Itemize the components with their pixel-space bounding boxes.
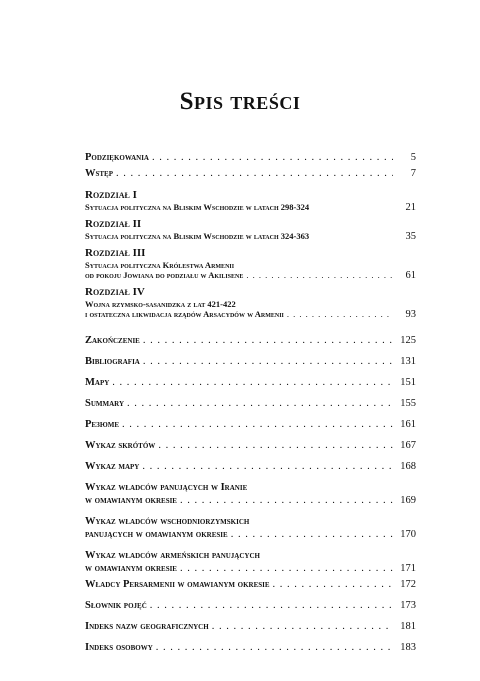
leader-dots bbox=[273, 578, 393, 591]
toc-label: Indeks nazw geograficznych bbox=[85, 621, 209, 632]
toc-entry-indeks-osobowy[interactable] bbox=[85, 641, 416, 654]
toc-page-number: 167 bbox=[400, 440, 416, 451]
toc-page-number: 183 bbox=[400, 642, 416, 653]
chapter-heading: Rozdział IV bbox=[85, 286, 145, 298]
toc-entry-zakonczenie[interactable] bbox=[85, 334, 416, 347]
toc-page-number: 5 bbox=[410, 152, 416, 163]
toc-page-number: 35 bbox=[405, 231, 416, 242]
toc-chapter-1[interactable] bbox=[85, 189, 416, 213]
toc-entry-reziume[interactable] bbox=[85, 418, 416, 431]
toc-label-line-1: Wykaz władców panujących w Iranie bbox=[85, 482, 248, 493]
toc-entry-wykaz-skrotow[interactable] bbox=[85, 439, 416, 452]
toc-entry-bibliografia[interactable] bbox=[85, 355, 416, 368]
leader-dots bbox=[231, 528, 393, 541]
leader-dots bbox=[156, 641, 393, 654]
leader-dots bbox=[287, 309, 393, 319]
leader-dots bbox=[143, 355, 393, 368]
leader-dots bbox=[246, 270, 393, 280]
leader-dots bbox=[152, 151, 393, 164]
leader-dots bbox=[142, 460, 393, 473]
toc-chapter-4[interactable] bbox=[85, 286, 416, 320]
toc-label: Podziękowania bbox=[85, 152, 149, 163]
leader-dots bbox=[127, 397, 393, 410]
chapter-title-line-2: od pokoju Jowiana do podziału w Akilisene bbox=[85, 270, 244, 280]
chapter-title: Sytuacja polityczna na Bliskim Wschodzie w latach 324-363 bbox=[85, 231, 310, 241]
leader-dots bbox=[180, 562, 393, 575]
toc-page-number: 181 bbox=[400, 621, 416, 632]
toc-label: Indeks osobowy bbox=[85, 642, 153, 653]
toc-page-number: 93 bbox=[405, 309, 416, 320]
toc-label: Wykaz mapy bbox=[85, 461, 140, 472]
toc-page-number: 155 bbox=[400, 398, 416, 409]
toc-entry-slownik[interactable] bbox=[85, 599, 416, 612]
toc-chapter-3[interactable] bbox=[85, 247, 416, 281]
toc-page-number: 125 bbox=[400, 335, 416, 346]
toc-entry-wladcy-wschodniorzymscy[interactable] bbox=[85, 515, 416, 541]
chapter-title-line-1: Sytuacja polityczna Królestwa Armenii bbox=[85, 260, 235, 270]
toc-page-number: 170 bbox=[400, 529, 416, 540]
toc-entry-wstep[interactable] bbox=[85, 167, 416, 180]
leader-dots bbox=[150, 599, 393, 612]
toc-label: Władcy Persarmenii w omawianym okresie bbox=[85, 579, 270, 590]
toc-label: Wykaz skrótów bbox=[85, 440, 156, 451]
chapter-heading: Rozdział II bbox=[85, 218, 142, 230]
chapter-title-line-1: Wojna rzymsko-sasanidzka z lat 421-422 bbox=[85, 299, 236, 309]
toc-page-number: 151 bbox=[400, 377, 416, 388]
leader-dots bbox=[143, 334, 393, 347]
toc-entry-summary[interactable] bbox=[85, 397, 416, 410]
toc-label-line-2: panujących w omawianym okresie bbox=[85, 529, 228, 540]
toc-entry-wladcy-armenscy[interactable] bbox=[85, 549, 416, 575]
toc-page-number: 131 bbox=[400, 356, 416, 367]
leader-dots bbox=[158, 439, 393, 452]
toc-label-line-2: w omawianym okresie bbox=[85, 495, 177, 506]
toc-label: Wstęp bbox=[85, 168, 114, 179]
toc-label-line-1: Wykaz władców armeńskich panujących bbox=[85, 550, 260, 561]
table-of-contents bbox=[85, 151, 416, 657]
toc-label: Bibliografia bbox=[85, 356, 140, 367]
chapter-title: Sytuacja polityczna na Bliskim Wschodzie w latach 298-324 bbox=[85, 202, 310, 212]
leader-dots bbox=[122, 418, 393, 431]
leader-dots bbox=[112, 376, 393, 389]
toc-entry-mapy[interactable] bbox=[85, 376, 416, 389]
toc-entry-wykaz-mapy[interactable] bbox=[85, 460, 416, 473]
leader-dots bbox=[116, 167, 393, 180]
toc-entry-wladcy-iran[interactable] bbox=[85, 481, 416, 507]
toc-entry-podziekowania[interactable] bbox=[85, 151, 416, 164]
toc-label: Summary bbox=[85, 398, 125, 409]
toc-chapter-2[interactable] bbox=[85, 218, 416, 242]
toc-page-number: 61 bbox=[405, 270, 416, 281]
toc-page-number: 7 bbox=[410, 168, 416, 179]
chapter-title-line-2: i ostateczna likwidacja rządów Arsacydów w Armenii bbox=[85, 309, 284, 319]
toc-page-number: 169 bbox=[400, 495, 416, 506]
toc-label: Резюме bbox=[85, 419, 120, 430]
toc-entry-indeks-geograficzny[interactable] bbox=[85, 620, 416, 633]
toc-page-number: 171 bbox=[400, 563, 416, 574]
toc-label: Słownik pojęć bbox=[85, 600, 147, 611]
toc-page-number: 21 bbox=[405, 202, 416, 213]
chapter-heading: Rozdział I bbox=[85, 189, 137, 201]
toc-page-number: 168 bbox=[400, 461, 416, 472]
leader-dots bbox=[180, 494, 393, 507]
leader-dots bbox=[212, 620, 393, 633]
toc-label-line-2: w omawianym okresie bbox=[85, 563, 177, 574]
toc-label: Mapy bbox=[85, 377, 110, 388]
toc-label: Zakończenie bbox=[85, 335, 140, 346]
page-title: Spis treści bbox=[179, 88, 301, 115]
toc-label-line-1: Wykaz władców wschodniorzymskich bbox=[85, 516, 250, 527]
toc-page-number: 173 bbox=[400, 600, 416, 611]
toc-page-number: 161 bbox=[400, 419, 416, 430]
toc-entry-persarmenia[interactable] bbox=[85, 578, 416, 591]
toc-page-number: 172 bbox=[400, 579, 416, 590]
chapter-heading: Rozdział III bbox=[85, 247, 146, 259]
